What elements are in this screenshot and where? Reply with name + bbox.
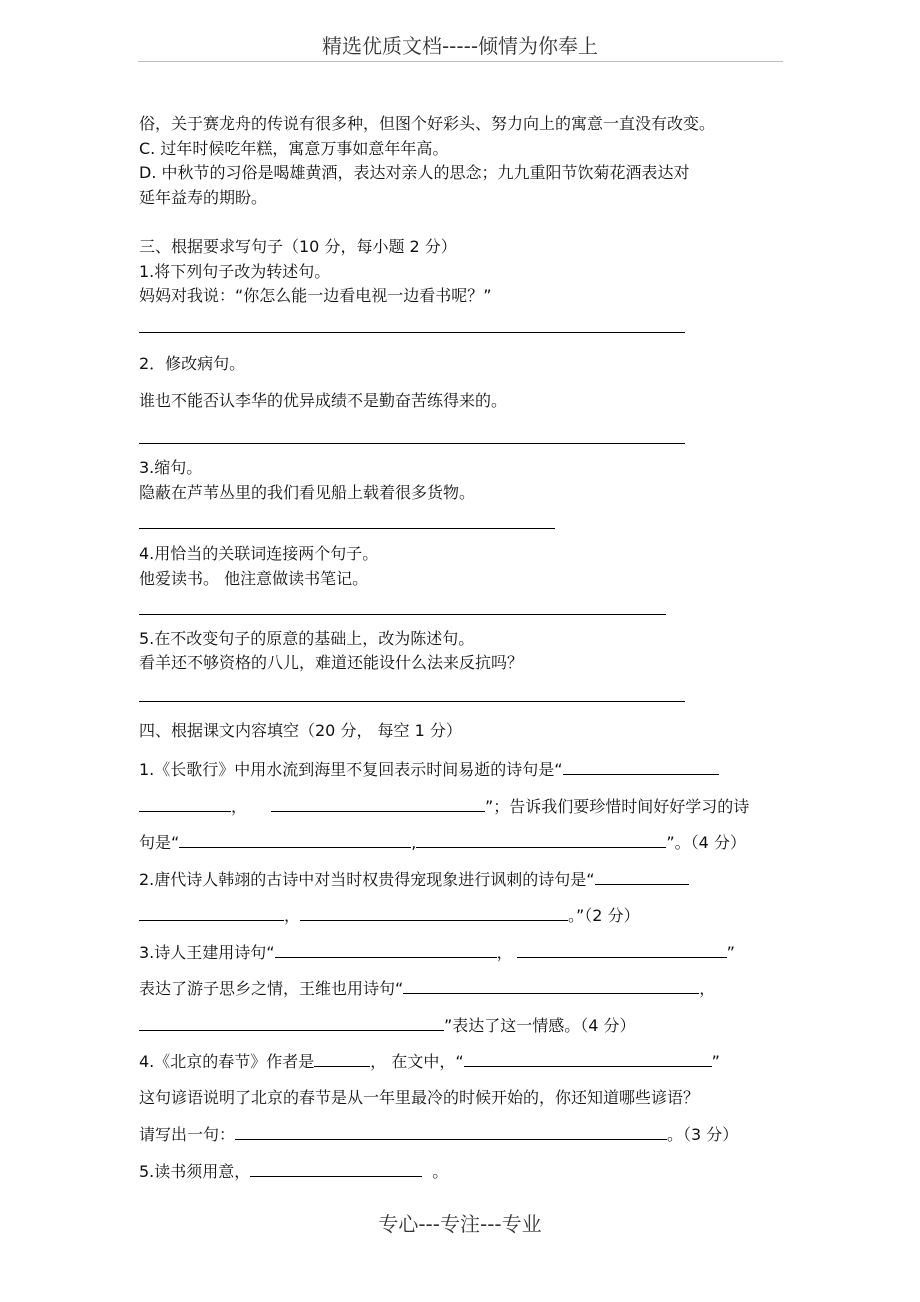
q4-3-blank-2[interactable] <box>517 941 727 958</box>
option-c: C. 过年时候吃年糕，寓意万事如意年年高。 <box>139 139 449 158</box>
q3-4-sentence: 他爱读书。 他注意做读书笔记。 <box>139 569 369 588</box>
q4-2-blank-1[interactable] <box>595 868 689 885</box>
q4-3-blank-1[interactable] <box>275 941 497 958</box>
q3-1-answer-line[interactable] <box>139 332 685 333</box>
q4-1-text-b: ”；告诉我们要珍惜时间好好学习的诗 <box>485 797 750 816</box>
q4-2-blank-1-cont[interactable] <box>139 904 284 921</box>
section-3-heading: 三、根据要求写句子（10 分，每小题 2 分） <box>139 237 457 256</box>
q4-3-line1 <box>139 941 735 964</box>
option-d-line1: D. 中秋节的习俗是喝雄黄酒，表达对亲人的思念；九九重阳节饮菊花酒表达对 <box>139 163 690 182</box>
q4-4-blank-author[interactable] <box>314 1050 370 1067</box>
q4-1-score: ”。（4 分） <box>666 833 746 852</box>
q4-4-quote-close: ” <box>711 1052 720 1071</box>
q3-2-prompt: 2．修改病句。 <box>139 354 246 373</box>
q4-2-comma: ， <box>284 906 301 925</box>
q4-3-line3 <box>139 1014 636 1037</box>
q3-4-answer-line[interactable] <box>139 614 666 615</box>
q4-4-text-b: ， 在文中，“ <box>370 1052 464 1071</box>
q3-4-prompt: 4.用恰当的关联词连接两个句子。 <box>139 544 379 563</box>
q4-3-text-a: 3.诗人王建用诗句“ <box>139 943 275 962</box>
q4-2-score: 。”（2 分） <box>568 906 640 925</box>
q4-4-score: 。（3 分） <box>667 1125 739 1144</box>
option-d-line2: 延年益寿的期盼。 <box>139 188 268 207</box>
q3-2-answer-line[interactable] <box>139 443 685 444</box>
q4-1-blank-1-cont[interactable] <box>139 795 231 812</box>
q4-4-text-a: 4.《北京的春节》作者是 <box>139 1052 315 1071</box>
q4-3-text-b: 表达了游子思乡之情，王维也用诗句“ <box>139 979 404 998</box>
q4-3-blank-4[interactable] <box>139 1014 444 1031</box>
page-header: 精选优质文档-----倾情为你奉上 <box>321 34 599 58</box>
q3-3-sentence: 隐蔽在芦苇丛里的我们看见船上载着很多货物。 <box>139 483 476 502</box>
option-b-continuation: 俗，关于赛龙舟的传说有很多种，但图个好彩头、努力向上的寓意一直没有改变。 <box>139 114 716 133</box>
q3-1-prompt: 1.将下列句子改为转述句。 <box>139 262 331 281</box>
q4-1-blank-3[interactable] <box>179 831 411 848</box>
q4-2-blank-2[interactable] <box>300 904 568 921</box>
q4-1-line2 <box>139 795 749 818</box>
q3-2-sentence: 谁也不能否认李华的优异成绩不是勤奋苦练得来的。 <box>139 391 508 410</box>
q3-5-answer-line[interactable] <box>139 701 685 702</box>
q4-4-text-c: 请写出一句： <box>139 1125 236 1144</box>
q3-1-sentence: 妈妈对我说：“你怎么能一边看电视一边看书呢？” <box>139 286 492 305</box>
q4-2-line1 <box>139 868 689 891</box>
q4-5-blank[interactable] <box>250 1160 422 1177</box>
q4-3-line2 <box>139 977 715 1000</box>
q4-3-blank-3[interactable] <box>403 977 699 994</box>
q4-4-line3 <box>139 1123 738 1146</box>
q4-3-comma-2: ， <box>699 979 716 998</box>
q4-1-text-a: 1.《长歌行》中用水流到海里不复回表示时间易逝的诗句是“ <box>139 760 563 779</box>
q4-2-text-a: 2.唐代诗人韩翊的古诗中对当时权贵得宠现象进行讽刺的诗句是“ <box>139 870 595 889</box>
q4-1-line1 <box>139 758 719 781</box>
q4-3-comma: ， <box>496 943 513 962</box>
q3-5-prompt: 5.在不改变句子的原意的基础上，改为陈述句。 <box>139 629 475 648</box>
page-footer: 专心---专注---专业 <box>378 1212 542 1236</box>
q4-1-blank-1[interactable] <box>563 758 719 775</box>
q4-3-text-c: ”表达了这一情感。（4 分） <box>444 1016 636 1035</box>
q3-5-sentence: 看羊还不够资格的八儿，难道还能设什么法来反抗吗？ <box>139 653 524 672</box>
q4-4-line1 <box>139 1050 720 1073</box>
q4-4-blank-answer[interactable] <box>235 1123 667 1140</box>
q4-1-blank-4[interactable] <box>416 831 666 848</box>
q4-1-comma: ， <box>231 797 248 816</box>
q4-1-comma-2: , <box>411 833 417 852</box>
q4-1-line3 <box>139 831 746 854</box>
q4-1-blank-2[interactable] <box>271 795 485 812</box>
q4-4-blank-proverb[interactable] <box>464 1050 712 1067</box>
header-divider <box>138 61 783 62</box>
q4-1-text-c: 句是“ <box>139 833 180 852</box>
q4-5-text-a: 5.读书须用意， <box>139 1162 251 1181</box>
q3-3-answer-line[interactable] <box>139 528 555 529</box>
q4-3-quote-close: ” <box>726 943 735 962</box>
q3-3-prompt: 3.缩句。 <box>139 458 203 477</box>
q4-5-period: 。 <box>432 1162 449 1181</box>
q4-5-line <box>139 1160 448 1183</box>
q4-2-line2 <box>139 904 640 927</box>
q4-4-line2: 这句谚语说明了北京的春节是从一年里最冷的时候开始的，你还知道哪些谚语？ <box>139 1088 700 1107</box>
section-4-heading: 四、根据课文内容填空（20 分， 每空 1 分） <box>139 721 462 740</box>
